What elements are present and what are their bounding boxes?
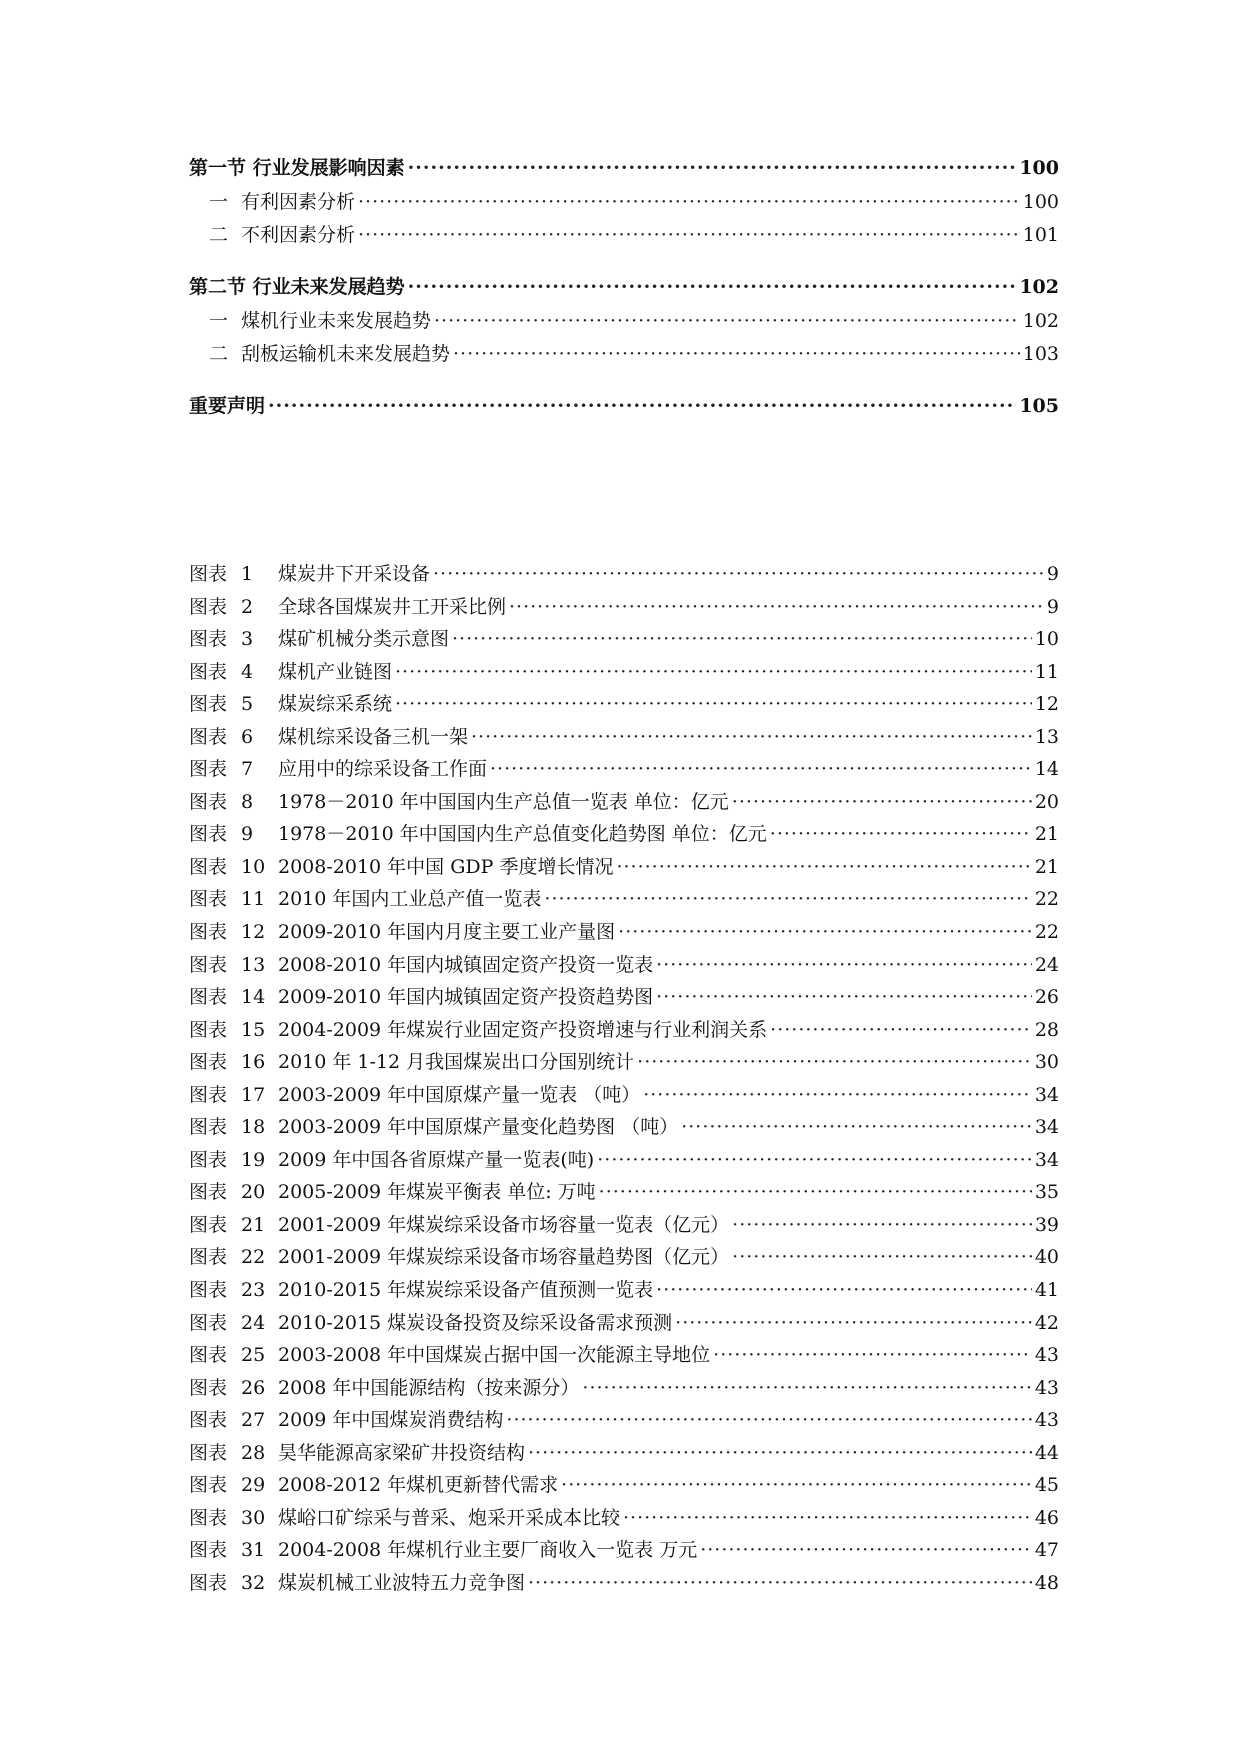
figure-number: 29 <box>241 1474 266 1497</box>
figure-prefix: 图表 <box>189 1279 228 1302</box>
figure-number: 32 <box>241 1571 266 1594</box>
figure-page-number: 41 <box>1034 1279 1059 1302</box>
figure-title: 煤炭机械工业波特五力竞争图 <box>278 1571 526 1594</box>
dot-leader <box>544 888 1031 910</box>
dot-leader <box>433 563 1044 585</box>
figure-prefix: 图表 <box>189 888 228 911</box>
toc-item-label: 有利因素分析 <box>241 191 356 213</box>
toc-subsection-entry[interactable] <box>189 339 1059 372</box>
figure-page-number: 34 <box>1034 1083 1059 1106</box>
toc-group <box>189 391 1059 425</box>
figure-page-number: 44 <box>1034 1441 1059 1464</box>
figure-number: 14 <box>241 986 266 1009</box>
figure-page-number: 43 <box>1034 1409 1059 1432</box>
figure-prefix: 图表 <box>189 1344 228 1367</box>
dot-leader <box>732 791 1032 813</box>
figure-prefix: 图表 <box>189 1246 228 1269</box>
figure-list-entry[interactable] <box>189 1275 1059 1308</box>
dot-leader <box>732 1246 1032 1268</box>
figure-title: 1978－2010 年中国国内生产总值一览表 单位：亿元 <box>278 790 729 813</box>
figure-list-entry[interactable] <box>189 819 1059 852</box>
figure-title: 2009 年中国煤炭消费结构 <box>278 1409 504 1432</box>
figure-page-number: 40 <box>1034 1246 1059 1269</box>
toc-item-number: 二 <box>209 223 229 246</box>
toc-subsection-entry[interactable] <box>189 220 1059 253</box>
figure-prefix: 图表 <box>189 1181 228 1204</box>
figure-number: 28 <box>241 1441 266 1464</box>
figure-prefix: 图表 <box>189 693 228 716</box>
figure-list-entry[interactable] <box>189 1177 1059 1210</box>
figure-number: 13 <box>241 953 266 976</box>
figure-title: 1978－2010 年中国国内生产总值变化趋势图 单位：亿元 <box>278 823 767 846</box>
dot-leader <box>675 1312 1032 1334</box>
figure-list-entry[interactable] <box>189 950 1059 983</box>
dot-leader <box>616 856 1031 878</box>
toc-item-label: 煤机行业未来发展趋势 <box>241 310 432 332</box>
figure-title: 应用中的综采设备工作面 <box>278 758 488 781</box>
figure-number: 17 <box>241 1083 266 1106</box>
figure-prefix: 图表 <box>189 1506 228 1529</box>
figure-title: 2001-2009 年煤炭综采设备市场容量一览表（亿元） <box>278 1213 730 1236</box>
figure-number: 8 <box>241 790 254 813</box>
figure-list-entry[interactable] <box>189 592 1059 625</box>
figure-title: 2005-2009 年煤炭平衡表 单位: 万吨 <box>278 1181 596 1204</box>
figure-page-number: 10 <box>1034 628 1059 651</box>
dot-leader <box>453 343 1020 365</box>
figure-prefix: 图表 <box>189 1148 228 1171</box>
toc-item-label: 刮板运输机未来发展趋势 <box>241 342 451 365</box>
figure-title: 2003-2008 年中国煤炭占据中国一次能源主导地位 <box>278 1344 711 1367</box>
figure-title: 2010-2015 煤炭设备投资及综采设备需求预测 <box>278 1311 673 1334</box>
figure-title: 煤炭井下开采设备 <box>278 563 431 585</box>
toc-page-number: 101 <box>1022 223 1059 246</box>
dot-leader <box>395 661 1032 683</box>
toc-subsection-entry[interactable] <box>189 306 1059 339</box>
figure-number: 19 <box>241 1148 266 1171</box>
figure-number: 22 <box>241 1246 266 1269</box>
figure-title: 2010-2015 年煤炭综采设备产值预测一览表 <box>278 1279 654 1302</box>
toc-subsection-entry[interactable] <box>189 187 1059 220</box>
dot-leader <box>623 1507 1032 1529</box>
figure-number: 21 <box>241 1213 266 1236</box>
figure-list-entry[interactable] <box>189 982 1059 1015</box>
toc-section-entry[interactable] <box>189 272 1059 306</box>
toc-page-number: 103 <box>1022 342 1059 365</box>
figure-prefix: 图表 <box>189 1213 228 1236</box>
figure-page-number: 35 <box>1034 1181 1059 1204</box>
toc-item-number: 二 <box>209 342 229 365</box>
dot-leader <box>656 954 1032 976</box>
figure-prefix: 图表 <box>189 1571 228 1594</box>
figure-page-number: 46 <box>1034 1506 1059 1529</box>
figure-title: 煤峪口矿综采与普采、炮采开采成本比较 <box>278 1506 621 1529</box>
figure-list-entry[interactable] <box>189 1373 1059 1406</box>
dot-leader <box>618 921 1032 943</box>
figure-page-number: 20 <box>1034 790 1059 813</box>
figure-page-number: 42 <box>1034 1311 1059 1334</box>
figure-number: 26 <box>241 1376 266 1399</box>
figure-number: 27 <box>241 1409 266 1432</box>
figure-title: 2003-2009 年中国原煤产量一览表 （吨） <box>278 1083 641 1106</box>
figure-list-entry[interactable] <box>189 1535 1059 1568</box>
figure-page-number: 21 <box>1034 855 1059 878</box>
figure-prefix: 图表 <box>189 1116 228 1139</box>
figure-number: 24 <box>241 1311 266 1334</box>
figure-title: 2010 年国内工业总产值一览表 <box>278 888 542 911</box>
figure-page-number: 12 <box>1034 693 1059 716</box>
figure-page-number: 24 <box>1034 953 1059 976</box>
toc-section-entry[interactable] <box>189 153 1059 187</box>
figure-list-entry[interactable] <box>189 917 1059 950</box>
figure-prefix: 图表 <box>189 1376 228 1399</box>
figure-prefix: 图表 <box>189 563 228 585</box>
figure-prefix: 图表 <box>189 660 228 683</box>
table-of-contents <box>189 153 1059 445</box>
toc-page-number: 100 <box>1019 157 1059 179</box>
figure-list-entry[interactable] <box>189 1210 1059 1243</box>
figure-page-number: 34 <box>1034 1116 1059 1139</box>
figure-page-number: 9 <box>1046 563 1059 585</box>
figure-list-entry[interactable] <box>189 624 1059 657</box>
dot-leader <box>597 1149 1032 1171</box>
toc-page-number: 100 <box>1022 191 1059 213</box>
figure-title: 煤机产业链图 <box>278 660 393 683</box>
figure-list-entry[interactable] <box>189 852 1059 885</box>
dot-leader <box>358 191 1020 213</box>
figure-number: 15 <box>241 1018 266 1041</box>
figure-prefix: 图表 <box>189 790 228 813</box>
figure-list-entry[interactable] <box>189 1047 1059 1080</box>
figure-list-entry[interactable] <box>189 884 1059 917</box>
figure-number: 3 <box>241 628 254 651</box>
figure-number: 25 <box>241 1344 266 1367</box>
dot-leader <box>656 1279 1032 1301</box>
figure-title: 2010 年 1-12 月我国煤炭出口分国别统计 <box>278 1051 635 1074</box>
figure-list-entry[interactable] <box>189 1308 1059 1341</box>
dot-leader <box>395 693 1032 715</box>
figure-number: 16 <box>241 1051 266 1074</box>
figure-number: 31 <box>241 1539 266 1562</box>
figure-prefix: 图表 <box>189 1409 228 1432</box>
figure-list-entry[interactable] <box>189 657 1059 690</box>
figure-prefix: 图表 <box>189 823 228 846</box>
figure-page-number: 28 <box>1034 1018 1059 1041</box>
figure-title: 煤矿机械分类示意图 <box>278 628 450 651</box>
figure-number: 4 <box>241 660 254 683</box>
dot-leader <box>509 596 1044 618</box>
figure-prefix: 图表 <box>189 1311 228 1334</box>
figure-page-number: 9 <box>1046 595 1059 618</box>
dot-leader <box>268 395 1016 417</box>
figure-list-entry[interactable] <box>189 754 1059 787</box>
figure-prefix: 图表 <box>189 1539 228 1562</box>
figure-prefix: 图表 <box>189 921 228 944</box>
toc-group <box>189 153 1059 252</box>
figure-number: 12 <box>241 921 266 944</box>
dot-leader <box>490 758 1032 780</box>
figure-prefix: 图表 <box>189 1018 228 1041</box>
figure-page-number: 30 <box>1034 1051 1059 1074</box>
figure-list-entry[interactable] <box>189 1405 1059 1438</box>
dot-leader <box>770 823 1032 845</box>
figure-title: 2004-2008 年煤机行业主要厂商收入一览表 万元 <box>278 1539 698 1562</box>
figure-number: 10 <box>241 855 266 878</box>
figure-prefix: 图表 <box>189 758 228 781</box>
figure-page-number: 13 <box>1034 725 1059 748</box>
figure-page-number: 26 <box>1034 986 1059 1009</box>
toc-group <box>189 272 1059 371</box>
figure-title: 2009-2010 年国内月度主要工业产量图 <box>278 921 616 944</box>
toc-section-entry[interactable] <box>189 391 1059 425</box>
dot-leader <box>643 1084 1032 1106</box>
figure-page-number: 48 <box>1034 1571 1059 1594</box>
figure-prefix: 图表 <box>189 986 228 1009</box>
figure-number: 7 <box>241 758 254 781</box>
toc-page-number: 102 <box>1022 310 1059 332</box>
dot-leader <box>637 1051 1032 1073</box>
figure-page-number: 34 <box>1034 1148 1059 1171</box>
figure-prefix: 图表 <box>189 953 228 976</box>
figure-number: 18 <box>241 1116 266 1139</box>
figure-number: 30 <box>241 1506 266 1529</box>
figure-number: 11 <box>241 888 266 911</box>
figure-title: 2001-2009 年煤炭综采设备市场容量趋势图（亿元） <box>278 1246 730 1269</box>
figure-number: 20 <box>241 1181 266 1204</box>
dot-leader <box>561 1474 1032 1496</box>
figure-list-entry[interactable] <box>189 1145 1059 1178</box>
figure-prefix: 图表 <box>189 725 228 748</box>
list-of-figures <box>189 559 1059 1601</box>
dot-leader <box>471 726 1032 748</box>
figure-page-number: 39 <box>1034 1213 1059 1236</box>
figure-list-entry[interactable] <box>189 1568 1059 1601</box>
figure-list-entry[interactable] <box>189 1503 1059 1536</box>
dot-leader <box>506 1409 1031 1431</box>
figure-prefix: 图表 <box>189 855 228 878</box>
figure-list-entry[interactable] <box>189 1242 1059 1275</box>
figure-page-number: 14 <box>1034 758 1059 781</box>
figure-list-entry[interactable] <box>189 722 1059 755</box>
figure-list-entry[interactable] <box>189 1470 1059 1503</box>
dot-leader <box>700 1539 1032 1561</box>
dot-leader <box>656 986 1032 1008</box>
figure-page-number: 43 <box>1034 1376 1059 1399</box>
toc-item-label: 不利因素分析 <box>241 223 356 246</box>
figure-title: 煤机综采设备三机一架 <box>278 725 469 748</box>
figure-title: 2008-2010 年国内城镇固定资产投资一览表 <box>278 953 654 976</box>
figure-page-number: 21 <box>1034 823 1059 846</box>
dot-leader <box>528 1572 1032 1594</box>
toc-item-number: 一 <box>209 191 229 213</box>
dot-leader <box>681 1116 1032 1138</box>
dot-leader <box>358 224 1020 246</box>
figure-list-entry[interactable] <box>189 559 1059 592</box>
figure-prefix: 图表 <box>189 595 228 618</box>
figure-number: 1 <box>241 563 254 585</box>
figure-page-number: 22 <box>1034 921 1059 944</box>
toc-section-label: 第二节 行业未来发展趋势 <box>189 276 405 298</box>
figure-page-number: 47 <box>1034 1539 1059 1562</box>
figure-title: 煤炭综采系统 <box>278 693 393 716</box>
figure-title: 2008 年中国能源结构（按来源分） <box>278 1376 580 1399</box>
figure-number: 23 <box>241 1279 266 1302</box>
toc-section-label: 重要声明 <box>189 395 266 417</box>
figure-prefix: 图表 <box>189 628 228 651</box>
figure-prefix: 图表 <box>189 1441 228 1464</box>
figure-page-number: 43 <box>1034 1344 1059 1367</box>
figure-number: 5 <box>241 693 254 716</box>
dot-leader <box>528 1442 1032 1464</box>
figure-list-entry[interactable] <box>189 787 1059 820</box>
dot-leader <box>434 310 1020 332</box>
dot-leader <box>408 276 1017 298</box>
figure-prefix: 图表 <box>189 1474 228 1497</box>
figure-list-entry[interactable] <box>189 689 1059 722</box>
figure-title: 2004-2009 年煤炭行业固定资产投资增速与行业利润关系 <box>278 1018 768 1041</box>
dot-leader <box>770 1019 1032 1041</box>
dot-leader <box>599 1181 1032 1203</box>
toc-page-number: 105 <box>1019 395 1059 417</box>
figure-list-entry[interactable] <box>189 1080 1059 1113</box>
figure-page-number: 45 <box>1034 1474 1059 1497</box>
figure-page-number: 22 <box>1034 888 1059 911</box>
figure-title: 2009 年中国各省原煤产量一览表(吨) <box>278 1148 595 1171</box>
dot-leader <box>452 628 1032 650</box>
dot-leader <box>713 1344 1032 1366</box>
dot-leader <box>582 1377 1031 1399</box>
dot-leader <box>732 1214 1032 1236</box>
figure-title: 2003-2009 年中国原煤产量变化趋势图 （吨） <box>278 1116 679 1139</box>
figure-number: 9 <box>241 823 254 846</box>
figure-list-entry[interactable] <box>189 1015 1059 1048</box>
figure-list-entry[interactable] <box>189 1112 1059 1145</box>
toc-page-number: 102 <box>1019 276 1059 298</box>
toc-item-number: 一 <box>209 310 229 332</box>
figure-title: 昊华能源高家梁矿井投资结构 <box>278 1441 526 1464</box>
figure-title: 2008-2012 年煤机更新替代需求 <box>278 1474 559 1497</box>
dot-leader <box>408 157 1017 179</box>
figure-list-entry[interactable] <box>189 1438 1059 1471</box>
figure-page-number: 11 <box>1034 660 1059 683</box>
figure-list-entry[interactable] <box>189 1340 1059 1373</box>
figure-title: 2008-2010 年中国 GDP 季度增长情况 <box>278 855 614 878</box>
figure-title: 全球各国煤炭井工开采比例 <box>278 595 507 618</box>
figure-prefix: 图表 <box>189 1051 228 1074</box>
figure-title: 2009-2010 年国内城镇固定资产投资趋势图 <box>278 986 654 1009</box>
figure-prefix: 图表 <box>189 1083 228 1106</box>
figure-number: 2 <box>241 595 254 618</box>
toc-section-label: 第一节 行业发展影响因素 <box>189 157 405 179</box>
figure-number: 6 <box>241 725 254 748</box>
